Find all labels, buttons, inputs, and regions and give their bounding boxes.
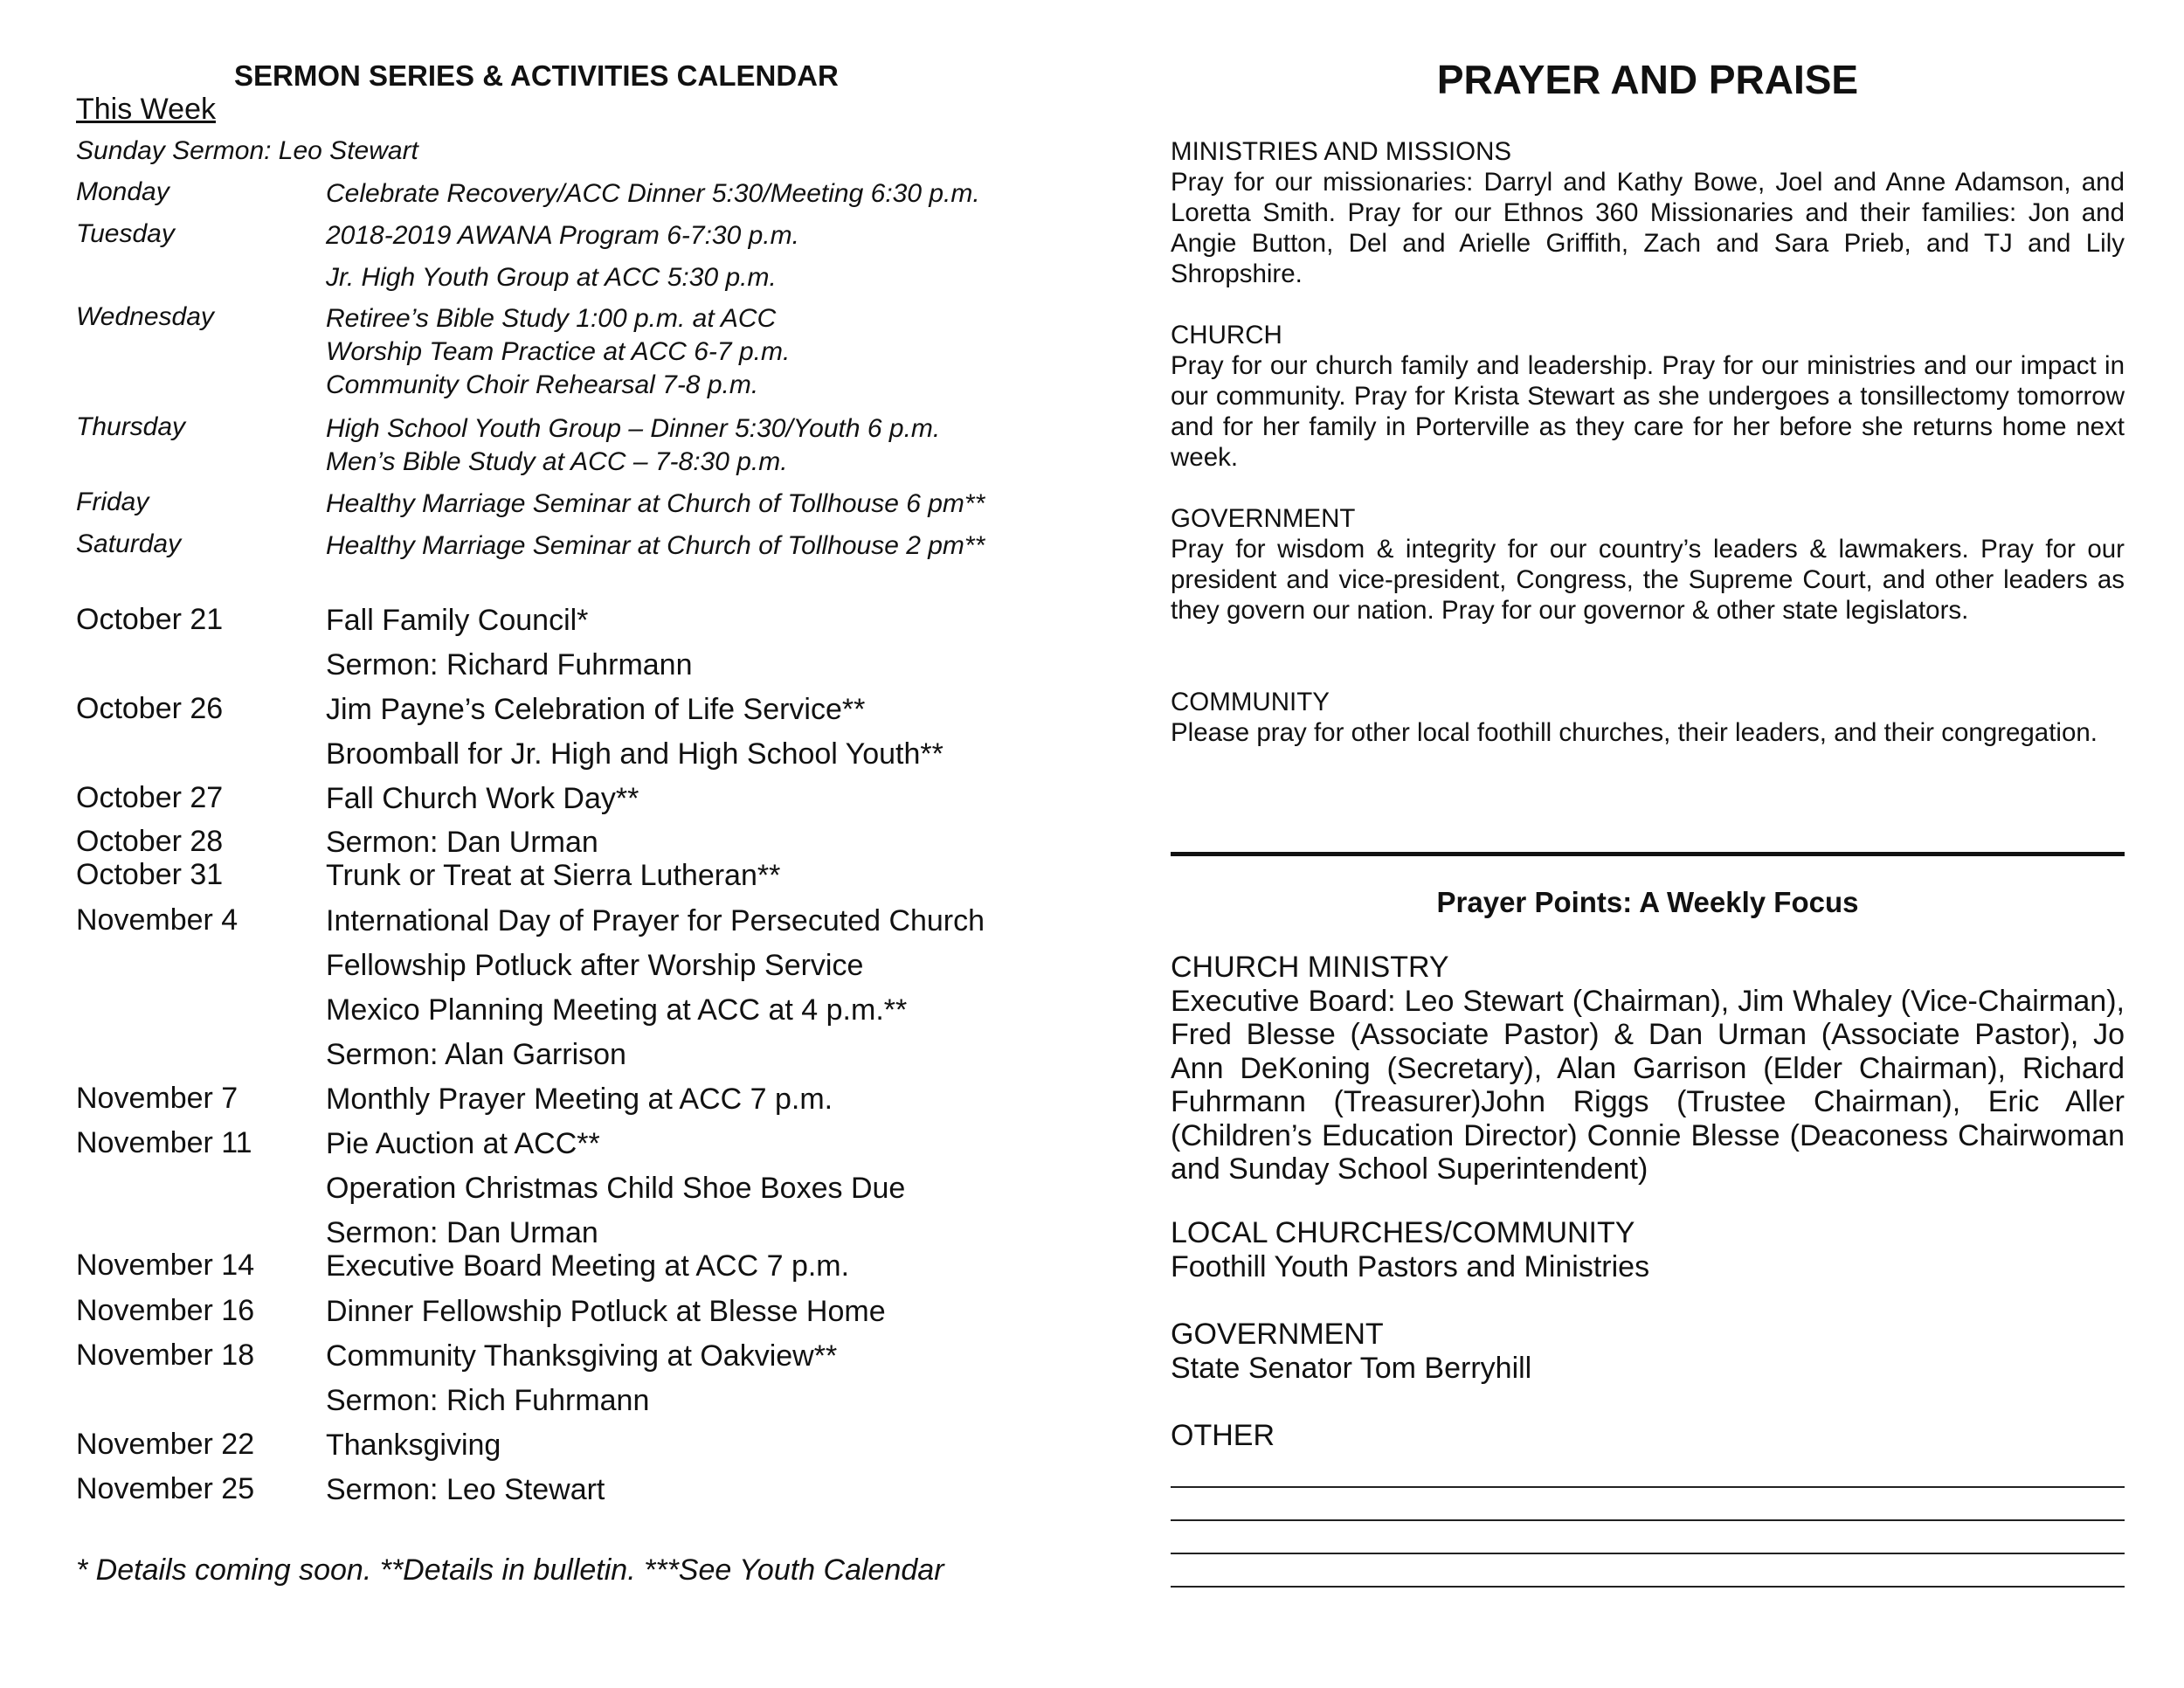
week-day: Thursday xyxy=(76,412,186,441)
focus-section-church-ministry xyxy=(1171,951,2125,1186)
event-item: Fellowship Potluck after Worship Service xyxy=(326,949,864,982)
write-in-line xyxy=(1171,1519,2125,1521)
event-date: October 31 xyxy=(76,858,224,891)
event-item: Mexico Planning Meeting at ACC at 4 p.m.** xyxy=(326,993,908,1027)
event-item: Sermon: Dan Urman xyxy=(326,1216,598,1249)
event-item: Executive Board Meeting at ACC 7 p.m. xyxy=(326,1249,850,1283)
week-activity: Jr. High Youth Group at ACC 5:30 p.m. xyxy=(326,263,777,292)
week-activity: Celebrate Recovery/ACC Dinner 5:30/Meeting 6:30 p.m. xyxy=(326,179,980,208)
prayer-section-government xyxy=(1171,503,2125,626)
event-item: Community Thanksgiving at Oakview** xyxy=(326,1339,838,1373)
calendar-footnote: * Details coming soon. **Details in bulletin. ***See Youth Calendar xyxy=(76,1553,944,1587)
section-heading: COMMUNITY xyxy=(1171,688,1330,716)
prayer-page xyxy=(1171,0,2125,1688)
event-item: Trunk or Treat at Sierra Lutheran** xyxy=(326,859,781,892)
focus-heading: LOCAL CHURCHES/COMMUNITY xyxy=(1171,1216,1635,1249)
event-date: November 14 xyxy=(76,1249,255,1282)
event-date: November 18 xyxy=(76,1339,255,1372)
event-item: Thanksgiving xyxy=(326,1429,501,1462)
event-item: Jim Payne’s Celebration of Life Service** xyxy=(326,693,866,726)
section-body: Please pray for other local foothill churches, their leaders, and their congregation. xyxy=(1171,718,2098,747)
calendar-title: SERMON SERIES & ACTIVITIES CALENDAR xyxy=(234,59,839,92)
event-item: Sermon: Dan Urman xyxy=(326,826,598,859)
event-date: November 7 xyxy=(76,1082,238,1115)
event-item: Sermon: Leo Stewart xyxy=(326,1473,605,1506)
event-date: November 4 xyxy=(76,903,238,937)
event-item: Sermon: Alan Garrison xyxy=(326,1038,626,1071)
event-item: International Day of Prayer for Persecuted Church xyxy=(326,904,985,937)
event-date: November 22 xyxy=(76,1428,255,1461)
focus-body: Foothill Youth Pastors and Ministries xyxy=(1171,1249,1650,1283)
section-heading: MINISTRIES AND MISSIONS xyxy=(1171,137,1512,166)
focus-section-local-churches xyxy=(1171,1216,2125,1283)
event-item: Broomball for Jr. High and High School Youth** xyxy=(326,737,943,771)
event-date: October 21 xyxy=(76,603,224,636)
week-day: Wednesday xyxy=(76,302,214,331)
week-activity: Retiree’s Bible Study 1:00 p.m. at ACC xyxy=(326,304,777,333)
write-in-line xyxy=(1171,1553,2125,1554)
focus-heading: GOVERNMENT xyxy=(1171,1318,1384,1351)
event-date: October 27 xyxy=(76,781,224,814)
event-item: Fall Family Council* xyxy=(326,604,589,637)
event-date: November 25 xyxy=(76,1472,255,1505)
focus-body: Executive Board: Leo Stewart (Chairman), Jim Whaley (Vice-Chairman), Fred Blesse (Associate Pastor) & Dan Urman (Associate Pastor), Jo Ann DeKoning (Secretary), Alan Garrison (Elder Chairman), Richard Fuhrmann (Treasurer)John Riggs (Trustee Chairman), Eric Aller (Children’s Education Director) Connie Blesse (Deaconess Chairwoman and Sunday School Superintendent) xyxy=(1171,984,2125,1186)
event-date: October 28 xyxy=(76,825,224,858)
section-body: Pray for wisdom & integrity for our country’s leaders & lawmakers. Pray for our president and vice-president, Congress, the Supreme Court, and other leaders as they govern our nation. Pray for our governor & other state legislators. xyxy=(1171,535,2125,625)
week-activity: Community Choir Rehearsal 7-8 p.m. xyxy=(326,370,759,399)
prayer-section-ministries xyxy=(1171,136,2125,289)
week-activity: 2018-2019 AWANA Program 6-7:30 p.m. xyxy=(326,221,799,250)
section-heading: CHURCH xyxy=(1171,321,1282,349)
week-activity: Worship Team Practice at ACC 6-7 p.m. xyxy=(326,337,791,366)
event-item: Fall Church Work Day** xyxy=(326,782,639,815)
event-item: Sermon: Richard Fuhrmann xyxy=(326,648,693,681)
this-week-label: This Week xyxy=(76,93,216,126)
event-date: November 16 xyxy=(76,1294,255,1327)
sunday-sermon: Sunday Sermon: Leo Stewart xyxy=(76,136,418,165)
focus-section-other xyxy=(1171,1419,2125,1453)
week-activity: High School Youth Group – Dinner 5:30/Youth 6 p.m. xyxy=(326,414,941,443)
write-in-line xyxy=(1171,1486,2125,1488)
event-date: November 11 xyxy=(76,1126,252,1159)
week-day: Saturday xyxy=(76,529,182,558)
prayer-section-church xyxy=(1171,320,2125,473)
event-item: Operation Christmas Child Shoe Boxes Due xyxy=(326,1172,906,1205)
section-body: Pray for our missionaries: Darryl and Kathy Bowe, Joel and Anne Adamson, and Loretta Smith. Pray for our Ethnos 360 Missionaries and their families: Jon and Angie Button, Del and Arielle Griffith, Zach and Sara Prieb, and TJ and Lily Shropshire. xyxy=(1171,168,2125,288)
prayer-title: PRAYER AND PRAISE xyxy=(1436,57,1859,102)
week-activity: Men’s Bible Study at ACC – 7-8:30 p.m. xyxy=(326,447,788,476)
section-divider xyxy=(1171,852,2125,856)
event-item: Pie Auction at ACC** xyxy=(326,1127,600,1160)
prayer-section-community xyxy=(1171,687,2125,748)
write-in-line xyxy=(1171,1586,2125,1588)
section-heading: GOVERNMENT xyxy=(1171,504,1356,533)
week-day: Monday xyxy=(76,177,169,206)
focus-heading: CHURCH MINISTRY xyxy=(1171,951,1449,984)
week-activity: Healthy Marriage Seminar at Church of Tollhouse 2 pm** xyxy=(326,531,985,560)
focus-body: State Senator Tom Berryhill xyxy=(1171,1351,1532,1385)
focus-section-government xyxy=(1171,1318,2125,1385)
focus-title: Prayer Points: A Weekly Focus xyxy=(1436,886,1859,918)
event-date: October 26 xyxy=(76,692,224,725)
section-body: Pray for our church family and leadership. Pray for our ministries and our impact in our community. Pray for Krista Stewart as she undergoes a tonsillectomy tomorrow and for her family in Porterville as they care for her before she returns home next week. xyxy=(1171,351,2125,472)
week-day: Tuesday xyxy=(76,219,175,248)
week-day: Friday xyxy=(76,488,149,516)
week-activity: Healthy Marriage Seminar at Church of Tollhouse 6 pm** xyxy=(326,489,985,518)
focus-heading: OTHER xyxy=(1171,1419,1275,1452)
event-item: Dinner Fellowship Potluck at Blesse Home xyxy=(326,1295,886,1328)
event-item: Sermon: Rich Fuhrmann xyxy=(326,1384,650,1417)
event-item: Monthly Prayer Meeting at ACC 7 p.m. xyxy=(326,1083,833,1116)
